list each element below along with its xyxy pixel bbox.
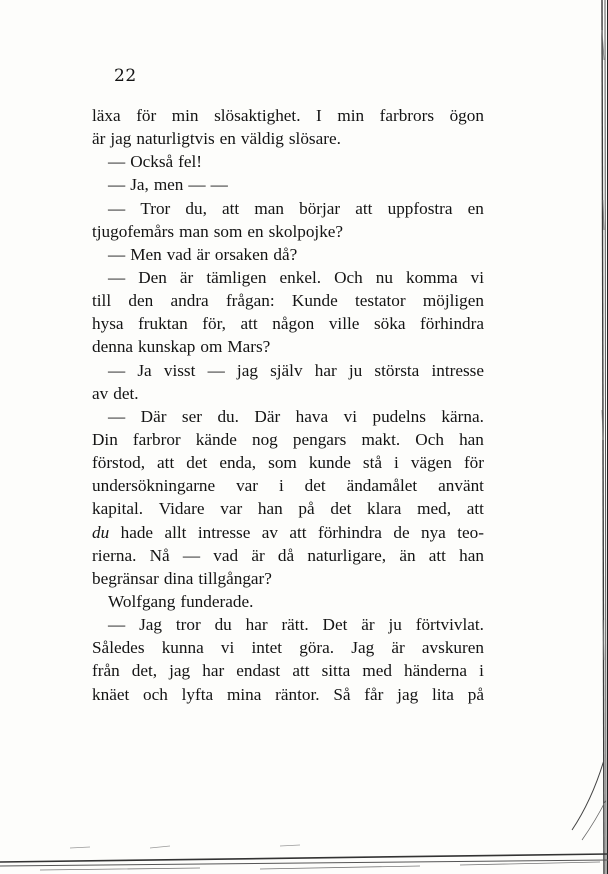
- word: är: [92, 129, 106, 149]
- text-line: [92, 567, 484, 590]
- word: på: [298, 499, 315, 519]
- text-line: [92, 659, 484, 682]
- word: undersökningarne: [92, 476, 216, 496]
- text-line: [92, 636, 484, 659]
- word: en: [219, 129, 236, 149]
- word: det: [330, 499, 352, 519]
- word: har: [314, 360, 337, 380]
- word: avskuren: [421, 638, 484, 658]
- word: han: [459, 429, 484, 449]
- word: sitta: [321, 661, 351, 681]
- word: —: [108, 406, 126, 426]
- word: att: [292, 661, 310, 681]
- word: vad: [166, 244, 192, 264]
- text-line: [92, 127, 484, 150]
- word: nog: [251, 429, 278, 449]
- text-line: [92, 428, 484, 451]
- word: Således: [92, 638, 145, 658]
- word: frågan:: [225, 291, 275, 311]
- word: att: [428, 545, 446, 565]
- word: tillgångar?: [198, 568, 272, 588]
- word: nu: [375, 267, 393, 287]
- word: naturligtvis: [136, 129, 215, 149]
- word: Nå: [149, 545, 170, 565]
- word: han: [459, 545, 484, 565]
- word: någon: [272, 314, 315, 334]
- word: läxa: [92, 106, 121, 125]
- word: endast: [236, 661, 281, 681]
- word: väldig: [240, 129, 284, 149]
- word: hysa: [92, 314, 124, 334]
- word: är: [251, 545, 265, 565]
- word: vi: [220, 638, 235, 658]
- word: jag: [236, 360, 258, 380]
- word: med,: [417, 499, 451, 519]
- word: Ja: [137, 360, 152, 380]
- word: man: [179, 221, 209, 241]
- word: det,: [131, 661, 158, 681]
- word: mina: [226, 684, 262, 704]
- word: vägen: [410, 453, 452, 473]
- word: är: [196, 244, 210, 264]
- word: andra: [170, 291, 209, 311]
- word: jag: [169, 661, 191, 681]
- word: ögon: [449, 106, 484, 125]
- text-line: [92, 289, 484, 312]
- word: I: [316, 106, 322, 125]
- word: Där: [140, 406, 167, 426]
- word: Men: [130, 244, 162, 264]
- word: i: [479, 661, 484, 681]
- word: att: [289, 522, 307, 542]
- word: att: [157, 453, 175, 473]
- text-line: [92, 590, 484, 613]
- word: för: [136, 106, 157, 125]
- word: för: [463, 453, 484, 473]
- word: det: [304, 476, 326, 496]
- word: de: [393, 522, 410, 542]
- word: hava: [295, 406, 329, 426]
- word: Jag: [139, 615, 162, 635]
- word: vi: [343, 406, 357, 426]
- word: av: [92, 383, 109, 403]
- word: —: [210, 175, 228, 195]
- word: teo-: [457, 522, 484, 542]
- word: rierna.: [92, 545, 137, 565]
- word: begränsar: [92, 568, 159, 588]
- word: du,: [185, 198, 207, 218]
- word: man: [254, 198, 284, 218]
- word: orsaken: [214, 244, 269, 264]
- word: på: [467, 684, 484, 704]
- word: pudelns: [372, 406, 426, 426]
- word: är: [361, 615, 375, 635]
- word: det.: [113, 383, 139, 403]
- word: funderade.: [180, 591, 254, 611]
- word: som: [213, 221, 243, 241]
- word: slösare.: [288, 129, 341, 149]
- word: i: [394, 453, 399, 473]
- word: Också: [130, 152, 174, 172]
- text-line: [92, 150, 484, 173]
- word: nya: [420, 522, 446, 542]
- word: i: [278, 476, 284, 496]
- word: Tror: [140, 198, 171, 218]
- word: min: [171, 106, 199, 125]
- word: tämligen: [206, 267, 267, 287]
- word: Där: [254, 406, 281, 426]
- word: visst: [163, 360, 196, 380]
- word: han: [257, 499, 283, 519]
- word: förstod,: [92, 453, 145, 473]
- word: Jag: [351, 638, 375, 658]
- word: —: [182, 545, 201, 565]
- word: dina: [163, 568, 194, 588]
- bottom-edge-shadow: [0, 824, 608, 874]
- word: —: [108, 360, 126, 380]
- word: Vidare: [158, 499, 205, 519]
- word: Den: [138, 267, 167, 287]
- word: knäet: [92, 684, 130, 704]
- word: men: [153, 175, 184, 195]
- word: makt.: [361, 429, 401, 449]
- word: enda,: [219, 453, 257, 473]
- word: göra.: [299, 638, 335, 658]
- word: det: [186, 453, 208, 473]
- word: ju: [348, 360, 363, 380]
- word: hade: [120, 522, 154, 542]
- text-line: [92, 521, 484, 544]
- word: testator: [355, 291, 406, 311]
- word: är: [391, 638, 405, 658]
- word: Så: [333, 684, 351, 704]
- word: för,: [202, 314, 226, 334]
- word: denna: [92, 337, 134, 357]
- word: en: [247, 221, 264, 241]
- word: Ja,: [130, 175, 149, 195]
- word: använt: [438, 476, 484, 496]
- word: —: [188, 175, 206, 195]
- word: fruktan: [138, 314, 188, 334]
- word: än: [399, 545, 416, 565]
- word: Mars?: [227, 337, 271, 357]
- word: att: [466, 499, 484, 519]
- word: tror: [175, 615, 201, 635]
- word: Och: [415, 429, 444, 449]
- word: —: [108, 198, 126, 218]
- word: lyfta: [181, 684, 214, 704]
- word: som: [268, 453, 297, 473]
- word: stå: [362, 453, 382, 473]
- word: förhindra: [420, 314, 484, 334]
- word: av: [261, 522, 278, 542]
- word: till: [92, 291, 112, 311]
- word: räntor.: [275, 684, 320, 704]
- word: var: [236, 476, 259, 496]
- word: intresse: [431, 360, 484, 380]
- word: att: [240, 314, 258, 334]
- text-line: [92, 173, 484, 196]
- text-line: [92, 197, 484, 220]
- word: —: [108, 244, 126, 264]
- word: klara: [367, 499, 402, 519]
- word: —: [108, 267, 126, 287]
- word: då: [277, 545, 295, 565]
- word: om: [200, 337, 223, 357]
- word: min: [337, 106, 365, 125]
- word: själv: [270, 360, 303, 380]
- word: kände: [195, 429, 237, 449]
- word: en: [467, 198, 484, 218]
- word: rätt.: [281, 615, 309, 635]
- word: möjligen: [422, 291, 484, 311]
- text-line: [92, 544, 484, 567]
- word: har: [202, 661, 225, 681]
- word: förtvivlat.: [415, 615, 484, 635]
- word: enkel.: [279, 267, 322, 287]
- word: —: [108, 175, 126, 195]
- binding-edge: [552, 0, 608, 874]
- text-line: [92, 312, 484, 335]
- text-line: [92, 451, 484, 474]
- word: förhindra: [317, 522, 382, 542]
- word: tjugofemårs: [92, 221, 175, 241]
- word: Och: [334, 267, 363, 287]
- word: du: [214, 615, 232, 635]
- word: lita: [431, 684, 454, 704]
- word: kunskap: [138, 337, 196, 357]
- text-line: [92, 683, 484, 706]
- word: Wolfgang: [108, 591, 176, 611]
- word: börjar: [299, 198, 341, 218]
- word: Kunde: [291, 291, 338, 311]
- text-line: [92, 359, 484, 382]
- word: komma: [406, 267, 458, 287]
- word: farbror: [132, 429, 181, 449]
- word: kärna.: [441, 406, 484, 426]
- word: farbrors: [379, 106, 435, 125]
- word: vi: [470, 267, 484, 287]
- page-text: [92, 104, 484, 706]
- text-line: [92, 405, 484, 428]
- word: —: [108, 152, 126, 172]
- word: du: [92, 522, 110, 542]
- word: pengars: [292, 429, 347, 449]
- word: —: [108, 615, 126, 635]
- text-line: [92, 220, 484, 243]
- word: med: [362, 661, 392, 681]
- word: har: [245, 615, 268, 635]
- word: var: [220, 499, 243, 519]
- text-line: [92, 497, 484, 520]
- word: ser: [181, 406, 202, 426]
- text-line: [92, 104, 484, 127]
- word: är: [179, 267, 194, 287]
- word: ville: [328, 314, 360, 334]
- word: vad: [213, 545, 239, 565]
- word: uppfostra: [387, 198, 453, 218]
- word: fel!: [178, 152, 202, 172]
- word: slösaktighet.: [214, 106, 301, 125]
- word: allt: [164, 522, 187, 542]
- word: kunna: [161, 638, 204, 658]
- word: att: [355, 198, 373, 218]
- word: Det: [322, 615, 348, 635]
- word: söka: [373, 314, 406, 334]
- word: jag: [397, 684, 419, 704]
- text-line: [92, 266, 484, 289]
- word: intresse: [197, 522, 251, 542]
- word: ju: [388, 615, 402, 635]
- word: händerna: [404, 661, 468, 681]
- word: kapital.: [92, 499, 144, 519]
- word: —: [207, 360, 225, 380]
- word: du.: [217, 406, 239, 426]
- word: då?: [273, 244, 298, 264]
- word: största: [374, 360, 420, 380]
- word: intet: [251, 638, 283, 658]
- word: ändamålet: [346, 476, 418, 496]
- word: naturligare,: [307, 545, 387, 565]
- text-line: [92, 474, 484, 497]
- text-line: [92, 613, 484, 636]
- word: att: [222, 198, 240, 218]
- word: och: [143, 684, 168, 704]
- word: får: [364, 684, 384, 704]
- text-line: [92, 382, 484, 405]
- word: jag: [110, 129, 132, 149]
- word: den: [128, 291, 154, 311]
- page-number: 22: [114, 66, 137, 86]
- text-line: [92, 335, 484, 358]
- text-line: [92, 243, 484, 266]
- word: skolpojke?: [268, 221, 344, 241]
- word: kunde: [308, 453, 351, 473]
- word: Din: [92, 429, 118, 449]
- word: från: [92, 661, 120, 681]
